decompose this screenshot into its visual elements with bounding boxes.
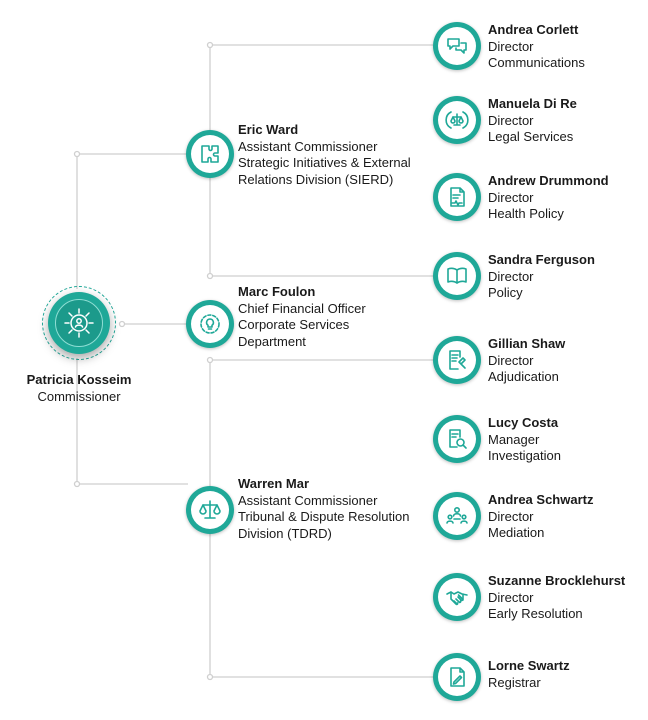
division-line: Strategic Initiatives & External [238,155,411,170]
director-line: Adjudication [488,369,559,384]
division-line: Tribunal & Dispute Resolution [238,509,410,524]
director-label-sandra-ferguson [488,252,595,302]
pen-document-icon [445,665,469,689]
root-label [0,372,158,405]
director-node-sandra-ferguson [433,252,481,300]
director-line: Health Policy [488,206,564,221]
director-name: Suzanne Brocklehurst [488,573,626,588]
puzzle-icon [198,142,222,166]
director-node-suzanne-brocklehurst [433,573,481,621]
division-name: Marc Foulon [238,284,316,299]
director-line: Director [488,268,534,284]
director-line: Communications [488,55,585,70]
junction-dot [208,358,213,363]
director-line: Early Resolution [488,606,583,621]
network-people-icon [63,307,95,339]
director-label-lorne-swartz [488,658,570,691]
director-line: Registrar [488,674,541,690]
scales-icon [198,498,222,522]
division-line: Relations Division (SIERD) [238,171,394,187]
junction-dot [75,152,80,157]
director-line: Director [488,189,534,205]
division-label-marc-foulon [238,284,366,350]
division-name: Eric Ward [238,122,299,137]
division-name: Warren Mar [238,476,310,491]
handshake-icon [445,585,469,609]
director-line: Mediation [488,525,545,540]
director-label-manuela-di-re [488,96,577,146]
speech-bubbles-icon [445,34,469,58]
magnifier-document-icon [445,427,469,451]
junction-dot [208,43,213,48]
division-node-eric-ward [186,130,234,178]
director-name: Andrea Schwartz [488,492,594,507]
scales-laurel-icon [445,108,469,132]
people-meeting-icon [445,504,469,528]
director-line: Investigation [488,448,561,463]
director-node-andrea-corlett [433,22,481,70]
director-node-andrea-schwartz [433,492,481,540]
division-label-warren-mar [238,476,410,542]
director-line: Director [488,352,534,368]
director-label-lucy-costa [488,415,561,465]
director-label-suzanne-brocklehurst [488,573,625,623]
director-line: Director [488,589,534,605]
director-name: Andrew Drummond [488,173,609,188]
director-name: Gillian Shaw [488,336,566,351]
division-line: Assistant Commissioner [238,492,378,508]
root-node [48,292,110,354]
division-line: Corporate Services [238,317,350,332]
gavel-document-icon [445,348,469,372]
root-title: Commissioner [37,388,121,404]
director-name: Sandra Ferguson [488,252,595,267]
director-name: Lorne Swartz [488,658,570,673]
director-node-lucy-costa [433,415,481,463]
director-label-gillian-shaw [488,336,565,386]
director-node-andrew-drummond [433,173,481,221]
director-line: Director [488,508,534,524]
director-label-andrea-corlett [488,22,585,72]
director-node-lorne-swartz [433,653,481,701]
lightbulb-gear-icon [198,312,222,336]
director-name: Manuela Di Re [488,96,577,111]
director-line: Director [488,38,534,54]
director-label-andrea-schwartz [488,492,593,542]
director-name: Andrea Corlett [488,22,579,37]
junction-dot [75,482,80,487]
director-name: Lucy Costa [488,415,559,430]
division-node-warren-mar [186,486,234,534]
open-book-icon [445,264,469,288]
director-node-gillian-shaw [433,336,481,384]
director-line: Legal Services [488,129,574,144]
director-line: Director [488,112,534,128]
division-line: Department [238,333,306,349]
division-node-marc-foulon [186,300,234,348]
director-label-andrew-drummond [488,173,609,223]
division-line: Assistant Commissioner [238,138,378,154]
division-label-eric-ward [238,122,411,188]
director-node-manuela-di-re [433,96,481,144]
root-name: Patricia Kosseim [26,372,132,387]
director-line: Manager [488,431,540,447]
division-line: Division (TDRD) [238,525,332,541]
division-line: Chief Financial Officer [238,300,366,316]
health-document-icon [445,185,469,209]
junction-dot [120,322,125,327]
junction-dot [208,274,213,279]
junction-dot [208,675,213,680]
director-line: Policy [488,285,523,300]
